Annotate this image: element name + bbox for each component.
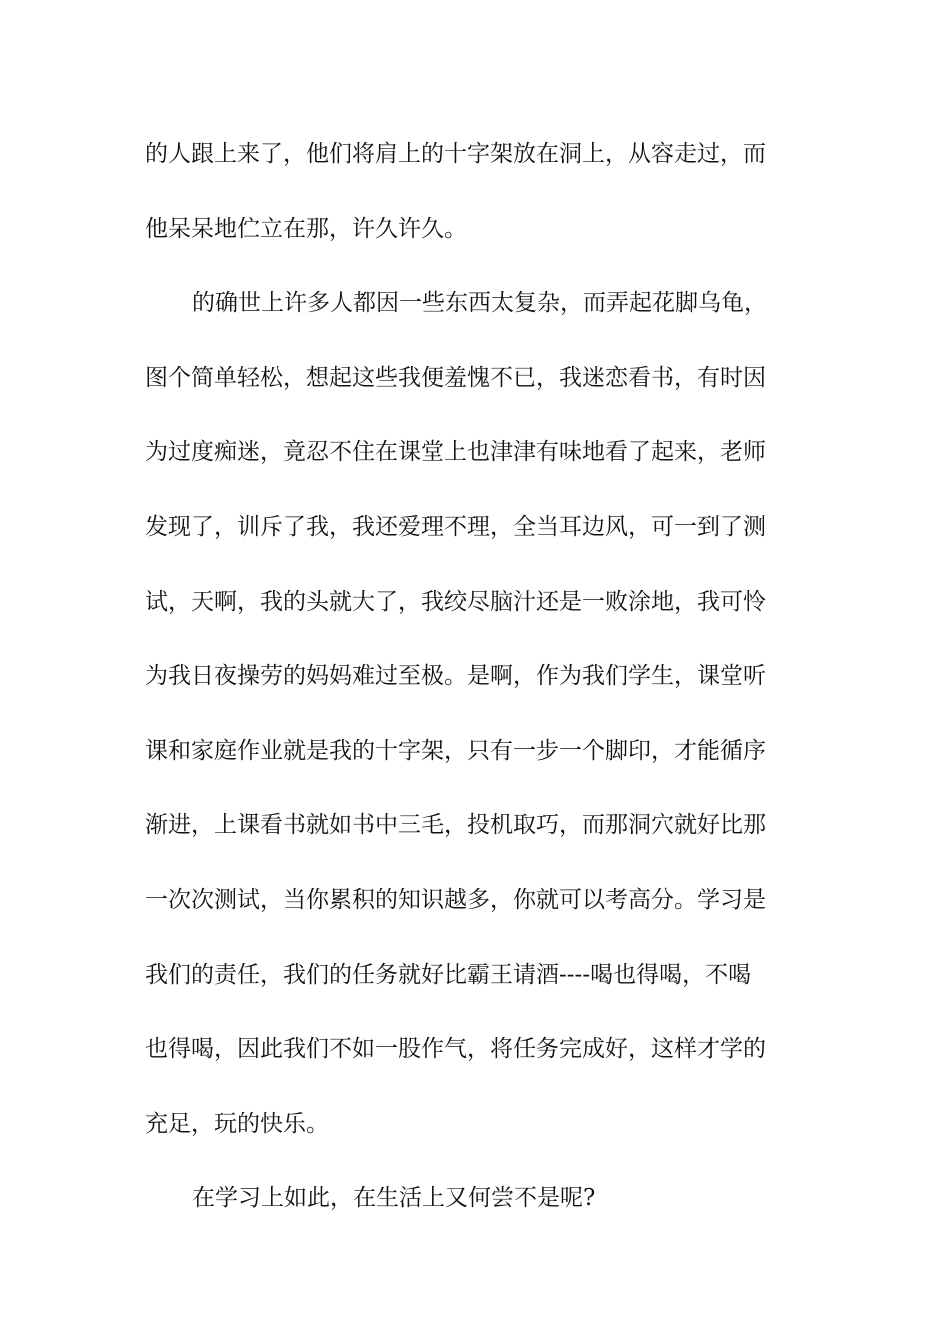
text-line: 为过度痴迷，竟忍不住在课堂上也津津有味地看了起来，老师 (145, 439, 766, 466)
text-line: 为我日夜操劳的妈妈难过至极。是啊，作为我们学生，课堂听 (145, 663, 766, 690)
text-line: 也得喝，因此我们不如一股作气，将任务完成好，这样才学的 (145, 1036, 766, 1063)
text-line: 的人跟上来了，他们将肩上的十字架放在洞上，从容走过，而 (145, 141, 766, 167)
text-line: 一次次测试，当你累积的知识越多，你就可以考高分。学习是 (145, 886, 766, 913)
text-line: 我们的责任，我们的任务就好比霸王请酒----喝也得喝，不喝 (145, 961, 752, 988)
text-line: 充足，玩的快乐。 (145, 1110, 329, 1137)
text-line: 他呆呆地伫立在那，许久许久。 (145, 215, 467, 242)
paragraph-start-line: 的确世上许多人都因一些东西太复杂，而弄起花脚乌龟， (192, 290, 767, 317)
body-text (145, 124, 810, 1243)
text-line: 图个简单轻松，想起这些我便羞愧不已，我迷恋看书，有时因 (145, 364, 766, 391)
text-line: 试，天啊，我的头就大了，我绞尽脑汁还是一败涂地，我可怜 (145, 588, 766, 615)
text-line: 课和家庭作业就是我的十字架，只有一步一个脚印，才能循序 (145, 737, 766, 764)
text-line: 渐进，上课看书就如书中三毛，投机取巧，而那洞穴就好比那 (145, 812, 766, 839)
text-line: 发现了，训斥了我，我还爱理不理，全当耳边风，可一到了测 (145, 513, 766, 540)
paragraph-start-line: 在学习上如此，在生活上又何尝不是呢? (192, 1185, 596, 1212)
